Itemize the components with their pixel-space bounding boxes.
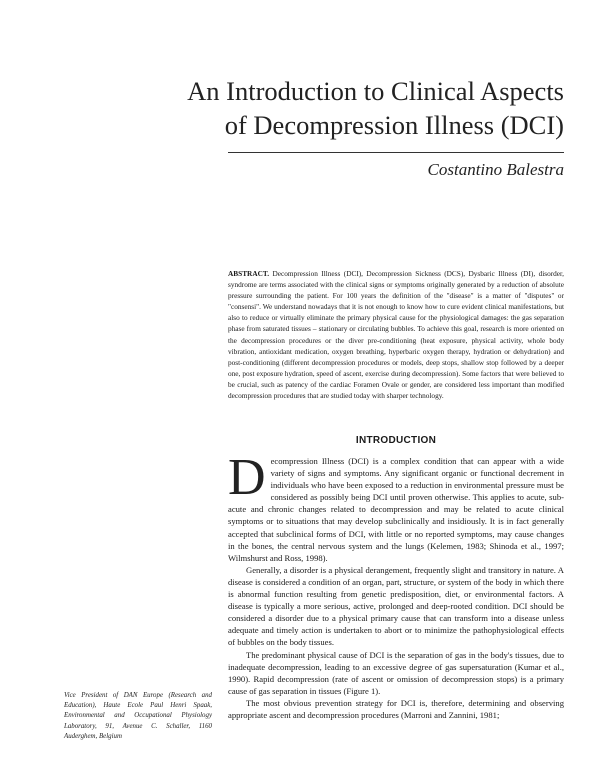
abstract-text: Decompression Illness (DCI), Decompression Sickness (DCS), Dysbaric Illness (DI), disorder, syndrome are terms associated with the clinical signs or symptoms originally generated by a reduction of absolute pressure surrounding the patient. For 100 years the definition of the "disease" is a matter of "disputes" or "consensi". We understand nowadays that it is not enough to know how to cure evident clinical manifestations, but also to reduce or virtually eliminate the primary physical cause for the physiological damages: the gas separation phase from saturated tissues – stationary or circulating bubbles. To achieve this goal, research is more oriented on the decompression procedures or the diver pre-conditioning (heat exposure, physical activity, whole body vibration, antioxidant medication, oxygen breathing, hyperbaric oxygen therapy, hydration or dehydration) and post-conditioning (different decompression procedures or models, deep stops, shallow stop followed by a deeper one, post exposure hydration, speed of ascent, exercise during decompression). Some factors that were believed to be crucial, such as patency of the cardiac Foramen Ovale or gender, are considered less important than modified decompression procedures that are studied today with sharper technology. [228,269,565,401]
title-rule [228,152,564,153]
title-line-2: of Decompression Illness (DCI) [224,110,564,140]
title-line-1: An Introduction to Clinical Aspects [187,76,564,106]
paragraph-3: The predominant physical cause of DCI is the separation of gas in the body's tissues, due to inadequate decompression, leading to an excessive degree of gas supersaturation (Kumar et al., 1990). Rapid decompression (rate of ascent or omission of decompression stops) is a primary cause of gas separation in tissues (Figure 1). [228,649,564,696]
drop-cap: D [228,449,266,506]
paragraph-2: Generally, a disorder is a physical derangement, frequently slight and transitory in nature. A disease is considered a condition of an organ, part, structure, or system of the body in which there is abnormal function resulting from genetic predisposition, diet, or environmental factors. A disease is typically a more serious, active, prolonged and deep-rooted condition. DCI should be considered a disorder due to a physical primary cause that can transform into a disease unless adequate and timely action is undertaken to abort or to minimize the pathophysiological effects of bubbles on the body tissues. [228,564,564,648]
paragraph-1-text: ecompression Illness (DCI) is a complex condition that can appear with a wide variety of signs and symptoms. Any significant organic or functional decrement in individuals who have been exposed to a reduction in environmental pressure must be considered as possibly being DCI until proven otherwise. This applies to acute, sub-acute and chronic changes related to decompression and may be related to acute clinical symptoms or to situations that may develop subclinically and insidiously. It is in fact generally accepted that subclinical forms of DCI, with little or no reported symptoms, may cause changes in the bones, the central nervous system and the lungs (Kelemen, 1983; Shinoda et al., 1997; Wilmshurst and Ross, 1998). [228,456,564,563]
author-name: Costantino Balestra [427,160,564,179]
section-heading-introduction: INTRODUCTION [355,435,437,446]
article-title [84,74,564,142]
abstract [228,268,564,401]
paragraph-1 [228,449,564,564]
paragraph-4: The most obvious prevention strategy for DCI is, therefore, determining and observing appropriate ascent and decompression procedures (Marroni and Zannini, 1981; [228,697,564,720]
author-affiliation: Vice President of DAN Europe (Research and Education), Haute Ecole Paul Henri Spaak, Environmental and Occupational Physiology Laboratory, 91, Avenue C. Schaller, 1160 Auderghem, Belgium [64,692,212,740]
introduction-body [228,449,564,721]
abstract-label: ABSTRACT. [228,269,270,278]
